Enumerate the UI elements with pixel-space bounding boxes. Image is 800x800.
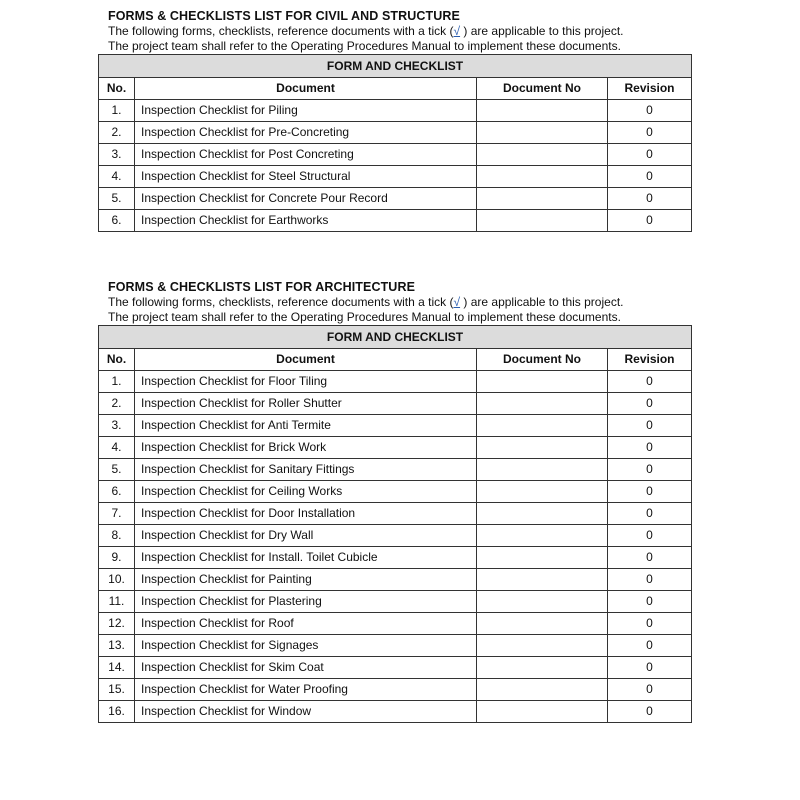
table-row xyxy=(99,415,692,437)
revision-value: 0 xyxy=(608,393,692,415)
intro-line-2: The project team shall refer to the Operating Procedures Manual to implement these documents. xyxy=(108,39,621,53)
table-row xyxy=(99,613,692,635)
document-number xyxy=(477,503,608,525)
document-name: Inspection Checklist for Roof xyxy=(135,613,477,635)
table-row xyxy=(99,188,692,210)
row-number: 6. xyxy=(99,210,135,232)
revision-value: 0 xyxy=(608,371,692,393)
revision-value: 0 xyxy=(608,100,692,122)
row-number: 3. xyxy=(99,144,135,166)
row-number: 4. xyxy=(99,437,135,459)
document-name: Inspection Checklist for Concrete Pour Record xyxy=(135,188,477,210)
revision-value: 0 xyxy=(608,679,692,701)
document-name: Inspection Checklist for Skim Coat xyxy=(135,657,477,679)
document-name: Inspection Checklist for Steel Structural xyxy=(135,166,477,188)
revision-value: 0 xyxy=(608,613,692,635)
table-row xyxy=(99,547,692,569)
revision-value: 0 xyxy=(608,503,692,525)
row-number: 10. xyxy=(99,569,135,591)
header-revision: Revision xyxy=(608,349,692,371)
intro-line-1 xyxy=(108,295,691,310)
table-row xyxy=(99,144,692,166)
architecture-section xyxy=(98,279,691,723)
row-number: 9. xyxy=(99,547,135,569)
header-document-no: Document No xyxy=(477,349,608,371)
document-name: Inspection Checklist for Ceiling Works xyxy=(135,481,477,503)
revision-value: 0 xyxy=(608,481,692,503)
civil-structure-section xyxy=(98,8,691,232)
header-document-no: Document No xyxy=(477,78,608,100)
tick-icon: √ xyxy=(453,295,461,309)
section-title: FORMS & CHECKLISTS LIST FOR ARCHITECTURE xyxy=(108,280,416,294)
intro-line-2: The project team shall refer to the Operating Procedures Manual to implement these documents. xyxy=(108,310,621,324)
table-banner: FORM AND CHECKLIST xyxy=(99,55,692,78)
row-number: 1. xyxy=(99,371,135,393)
row-number: 7. xyxy=(99,503,135,525)
header-no: No. xyxy=(99,349,135,371)
revision-value: 0 xyxy=(608,437,692,459)
table-row xyxy=(99,701,692,723)
document-number xyxy=(477,635,608,657)
header-revision: Revision xyxy=(608,78,692,100)
row-number: 2. xyxy=(99,393,135,415)
section-title: FORMS & CHECKLISTS LIST FOR CIVIL AND STRUCTURE xyxy=(108,9,460,23)
table-banner-row xyxy=(99,55,692,78)
row-number: 5. xyxy=(99,459,135,481)
document-number xyxy=(477,569,608,591)
revision-value: 0 xyxy=(608,657,692,679)
document-number xyxy=(477,525,608,547)
table-row xyxy=(99,657,692,679)
table-banner-row xyxy=(99,326,692,349)
column-header-row xyxy=(99,349,692,371)
checklist-table xyxy=(98,54,692,232)
row-number: 5. xyxy=(99,188,135,210)
row-number: 6. xyxy=(99,481,135,503)
table-row xyxy=(99,503,692,525)
table-row xyxy=(99,371,692,393)
document-name: Inspection Checklist for Floor Tiling xyxy=(135,371,477,393)
table-row xyxy=(99,210,692,232)
document-number xyxy=(477,679,608,701)
tick-icon: √ xyxy=(453,24,461,38)
revision-value: 0 xyxy=(608,188,692,210)
checklist-table xyxy=(98,325,692,723)
row-number: 13. xyxy=(99,635,135,657)
table-row xyxy=(99,459,692,481)
header-document: Document xyxy=(135,78,477,100)
table-row xyxy=(99,525,692,547)
table-row xyxy=(99,393,692,415)
revision-value: 0 xyxy=(608,459,692,481)
document-number xyxy=(477,122,608,144)
revision-value: 0 xyxy=(608,415,692,437)
row-number: 15. xyxy=(99,679,135,701)
document-number xyxy=(477,591,608,613)
revision-value: 0 xyxy=(608,166,692,188)
document-name: Inspection Checklist for Signages xyxy=(135,635,477,657)
document-name: Inspection Checklist for Plastering xyxy=(135,591,477,613)
document-number xyxy=(477,393,608,415)
document-name: Inspection Checklist for Water Proofing xyxy=(135,679,477,701)
table-row xyxy=(99,437,692,459)
document-number xyxy=(477,210,608,232)
revision-value: 0 xyxy=(608,701,692,723)
row-number: 11. xyxy=(99,591,135,613)
document-number xyxy=(477,481,608,503)
revision-value: 0 xyxy=(608,635,692,657)
intro-text: The following forms, checklists, reference documents with a tick ( xyxy=(108,24,454,38)
row-number: 12. xyxy=(99,613,135,635)
table-row xyxy=(99,635,692,657)
table-row xyxy=(99,679,692,701)
document-number xyxy=(477,371,608,393)
document-name: Inspection Checklist for Painting xyxy=(135,569,477,591)
table-row xyxy=(99,100,692,122)
document-name: Inspection Checklist for Brick Work xyxy=(135,437,477,459)
header-no: No. xyxy=(99,78,135,100)
intro-text: ) are applicable to this project. xyxy=(460,295,624,309)
table-row xyxy=(99,122,692,144)
row-number: 3. xyxy=(99,415,135,437)
column-header-row xyxy=(99,78,692,100)
document-name: Inspection Checklist for Install. Toilet Cubicle xyxy=(135,547,477,569)
document-name: Inspection Checklist for Pre-Concreting xyxy=(135,122,477,144)
document-name: Inspection Checklist for Dry Wall xyxy=(135,525,477,547)
document-number xyxy=(477,613,608,635)
revision-value: 0 xyxy=(608,210,692,232)
intro-line-1 xyxy=(108,24,691,39)
document-number xyxy=(477,547,608,569)
row-number: 1. xyxy=(99,100,135,122)
document-number xyxy=(477,166,608,188)
document-number xyxy=(477,188,608,210)
revision-value: 0 xyxy=(608,144,692,166)
intro-text: ) are applicable to this project. xyxy=(460,24,624,38)
document-name: Inspection Checklist for Door Installation xyxy=(135,503,477,525)
row-number: 8. xyxy=(99,525,135,547)
revision-value: 0 xyxy=(608,547,692,569)
revision-value: 0 xyxy=(608,591,692,613)
document-name: Inspection Checklist for Earthworks xyxy=(135,210,477,232)
document-name: Inspection Checklist for Piling xyxy=(135,100,477,122)
document-name: Inspection Checklist for Sanitary Fittings xyxy=(135,459,477,481)
document-number xyxy=(477,657,608,679)
revision-value: 0 xyxy=(608,525,692,547)
row-number: 14. xyxy=(99,657,135,679)
intro-text: The following forms, checklists, reference documents with a tick ( xyxy=(108,295,454,309)
row-number: 2. xyxy=(99,122,135,144)
table-row xyxy=(99,591,692,613)
document-number xyxy=(477,415,608,437)
document-number xyxy=(477,701,608,723)
row-number: 4. xyxy=(99,166,135,188)
document-number xyxy=(477,437,608,459)
document-number xyxy=(477,459,608,481)
revision-value: 0 xyxy=(608,569,692,591)
document-name: Inspection Checklist for Roller Shutter xyxy=(135,393,477,415)
document-name: Inspection Checklist for Anti Termite xyxy=(135,415,477,437)
document-name: Inspection Checklist for Post Concreting xyxy=(135,144,477,166)
table-row xyxy=(99,481,692,503)
document-number xyxy=(477,100,608,122)
revision-value: 0 xyxy=(608,122,692,144)
row-number: 16. xyxy=(99,701,135,723)
table-banner: FORM AND CHECKLIST xyxy=(99,326,692,349)
header-document: Document xyxy=(135,349,477,371)
document-number xyxy=(477,144,608,166)
table-row xyxy=(99,569,692,591)
document-name: Inspection Checklist for Window xyxy=(135,701,477,723)
table-row xyxy=(99,166,692,188)
